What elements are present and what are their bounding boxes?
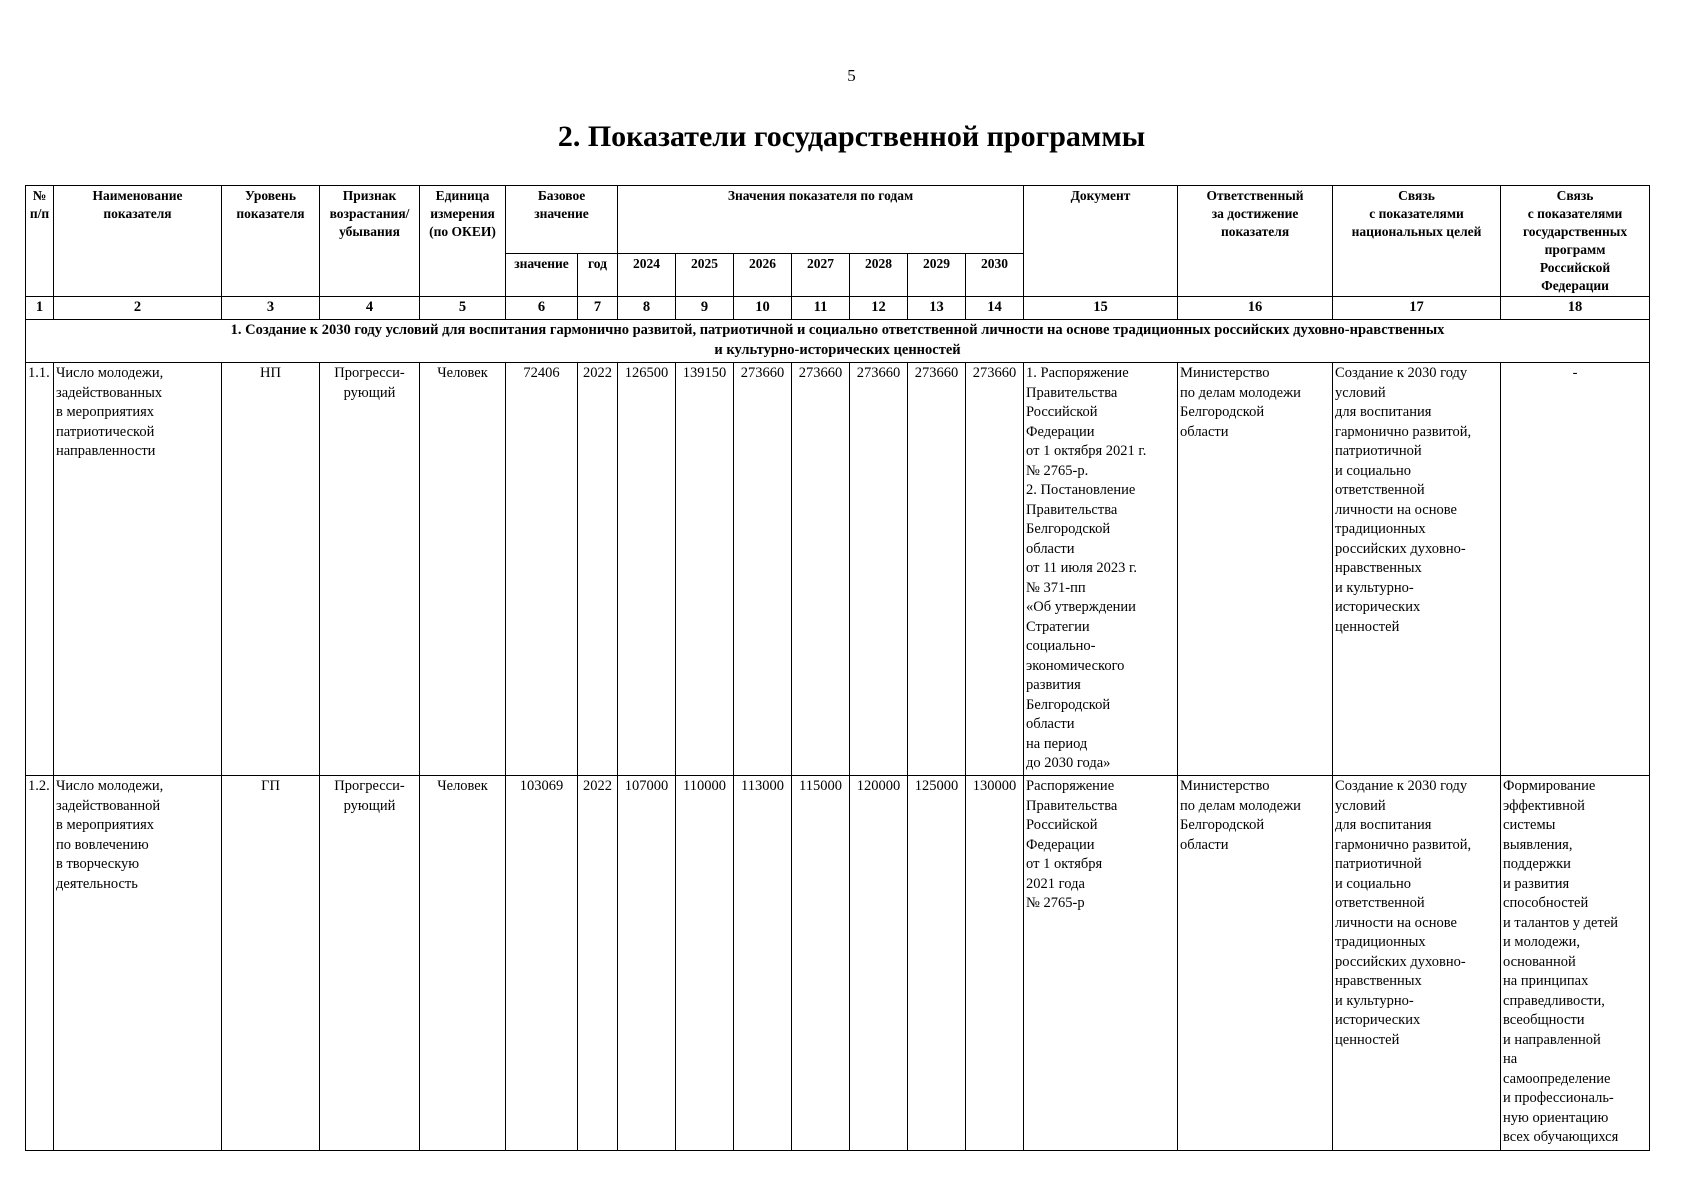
column-number: 13 [908, 297, 966, 320]
column-number: 18 [1501, 297, 1650, 320]
header-level: Уровень показателя [222, 186, 320, 297]
header-base-value: значение [506, 253, 578, 296]
row-base-value: 103069 [506, 776, 578, 1151]
table-row [26, 363, 1650, 776]
column-number: 10 [734, 297, 792, 320]
page-number: 5 [847, 66, 856, 85]
row-sign: Прогресси- рующий [320, 363, 420, 776]
header-base: Базовое значение [506, 186, 618, 254]
column-number: 1 [26, 297, 54, 320]
header-unit: Единица измерения (по ОКЕИ) [420, 186, 506, 297]
column-number: 8 [618, 297, 676, 320]
row-unit: Человек [420, 776, 506, 1151]
row-value: 107000 [618, 776, 676, 1151]
column-number: 6 [506, 297, 578, 320]
row-value: 125000 [908, 776, 966, 1151]
header-row [26, 186, 1650, 254]
row-value: 139150 [676, 363, 734, 776]
header-num: № п/п [26, 186, 54, 297]
header-year: 2024 [618, 253, 676, 296]
row-base-year: 2022 [578, 363, 618, 776]
row-sign: Прогресси- рующий [320, 776, 420, 1151]
row-link-state: - [1501, 363, 1650, 776]
row-value: 130000 [966, 776, 1024, 1151]
indicators-table [25, 185, 1650, 1151]
column-number: 9 [676, 297, 734, 320]
row-value: 110000 [676, 776, 734, 1151]
row-responsible: Министерство по делам молодежи Белгородской области [1178, 363, 1333, 776]
header-by-years: Значения показателя по годам [618, 186, 1024, 254]
column-number: 14 [966, 297, 1024, 320]
page-title: 2. Показатели государственной программы [557, 120, 1146, 153]
column-number-row [26, 297, 1650, 320]
row-responsible: Министерство по делам молодежи Белгородской области [1178, 776, 1333, 1151]
row-value: 273660 [850, 363, 908, 776]
row-base-year: 2022 [578, 776, 618, 1151]
header-year: 2028 [850, 253, 908, 296]
row-document: 1. Распоряжение Правительства Российской Федерации от 1 октября 2021 г. № 2765-р. 2. Постановление Правительства Белгородской области от 11 июля 2023 г. № 371-пп «Об утверждении Стратегии социально- экономического развития Белгородской области на период до 2030 года» [1024, 363, 1178, 776]
section-title: 1. Создание к 2030 году условий для воспитания гармонично развитой, патриотичной и социально ответственной личности на основе традиционных российских духовно-нравственных и культурно-исторических ценностей [26, 320, 1650, 363]
column-number: 3 [222, 297, 320, 320]
row-value: 113000 [734, 776, 792, 1151]
header-year: 2027 [792, 253, 850, 296]
header-link-state: Связь с показателями государственных программ Российской Федерации [1501, 186, 1650, 297]
header-sign: Признак возрастания/ убывания [320, 186, 420, 297]
row-link-national: Создание к 2030 году условий для воспитания гармонично развитой, патриотичной и социально ответственной личности на основе традиционных российских духовно- нравственных и культурно- исторических ценностей [1333, 776, 1501, 1151]
column-number: 15 [1024, 297, 1178, 320]
header-year: 2025 [676, 253, 734, 296]
header-year: 2026 [734, 253, 792, 296]
row-value: 120000 [850, 776, 908, 1151]
header-base-year: год [578, 253, 618, 296]
row-name: Число молодежи, задействованных в мероприятиях патриотической направленности [54, 363, 222, 776]
row-document: Распоряжение Правительства Российской Федерации от 1 октября 2021 года № 2765-р [1024, 776, 1178, 1151]
column-number: 2 [54, 297, 222, 320]
table-row [26, 776, 1650, 1151]
header-document: Документ [1024, 186, 1178, 297]
column-number: 12 [850, 297, 908, 320]
header-year: 2029 [908, 253, 966, 296]
row-value: 126500 [618, 363, 676, 776]
column-number: 5 [420, 297, 506, 320]
row-link-national: Создание к 2030 году условий для воспитания гармонично развитой, патриотичной и социально ответственной личности на основе традиционных российских духовно- нравственных и культурно- исторических ценностей [1333, 363, 1501, 776]
row-num: 1.2. [26, 776, 54, 1151]
row-level: НП [222, 363, 320, 776]
section-row [26, 320, 1650, 363]
header-link-national: Связь с показателями национальных целей [1333, 186, 1501, 297]
row-value: 273660 [792, 363, 850, 776]
row-value: 115000 [792, 776, 850, 1151]
header-year: 2030 [966, 253, 1024, 296]
header-responsible: Ответственный за достижение показателя [1178, 186, 1333, 297]
header-name: Наименование показателя [54, 186, 222, 297]
row-unit: Человек [420, 363, 506, 776]
row-name: Число молодежи, задействованной в мероприятиях по вовлечению в творческую деятельность [54, 776, 222, 1151]
row-num: 1.1. [26, 363, 54, 776]
row-level: ГП [222, 776, 320, 1151]
column-number: 16 [1178, 297, 1333, 320]
row-base-value: 72406 [506, 363, 578, 776]
row-value: 273660 [734, 363, 792, 776]
row-value: 273660 [908, 363, 966, 776]
column-number: 7 [578, 297, 618, 320]
column-number: 17 [1333, 297, 1501, 320]
row-link-state: Формирование эффективной системы выявления, поддержки и развития способностей и талантов у детей и молодежи, основанной на принципах справедливости, всеобщности и направленной на самоопределение и профессиональ- ную ориентацию всех обучающихся [1501, 776, 1650, 1151]
column-number: 4 [320, 297, 420, 320]
column-number: 11 [792, 297, 850, 320]
row-value: 273660 [966, 363, 1024, 776]
